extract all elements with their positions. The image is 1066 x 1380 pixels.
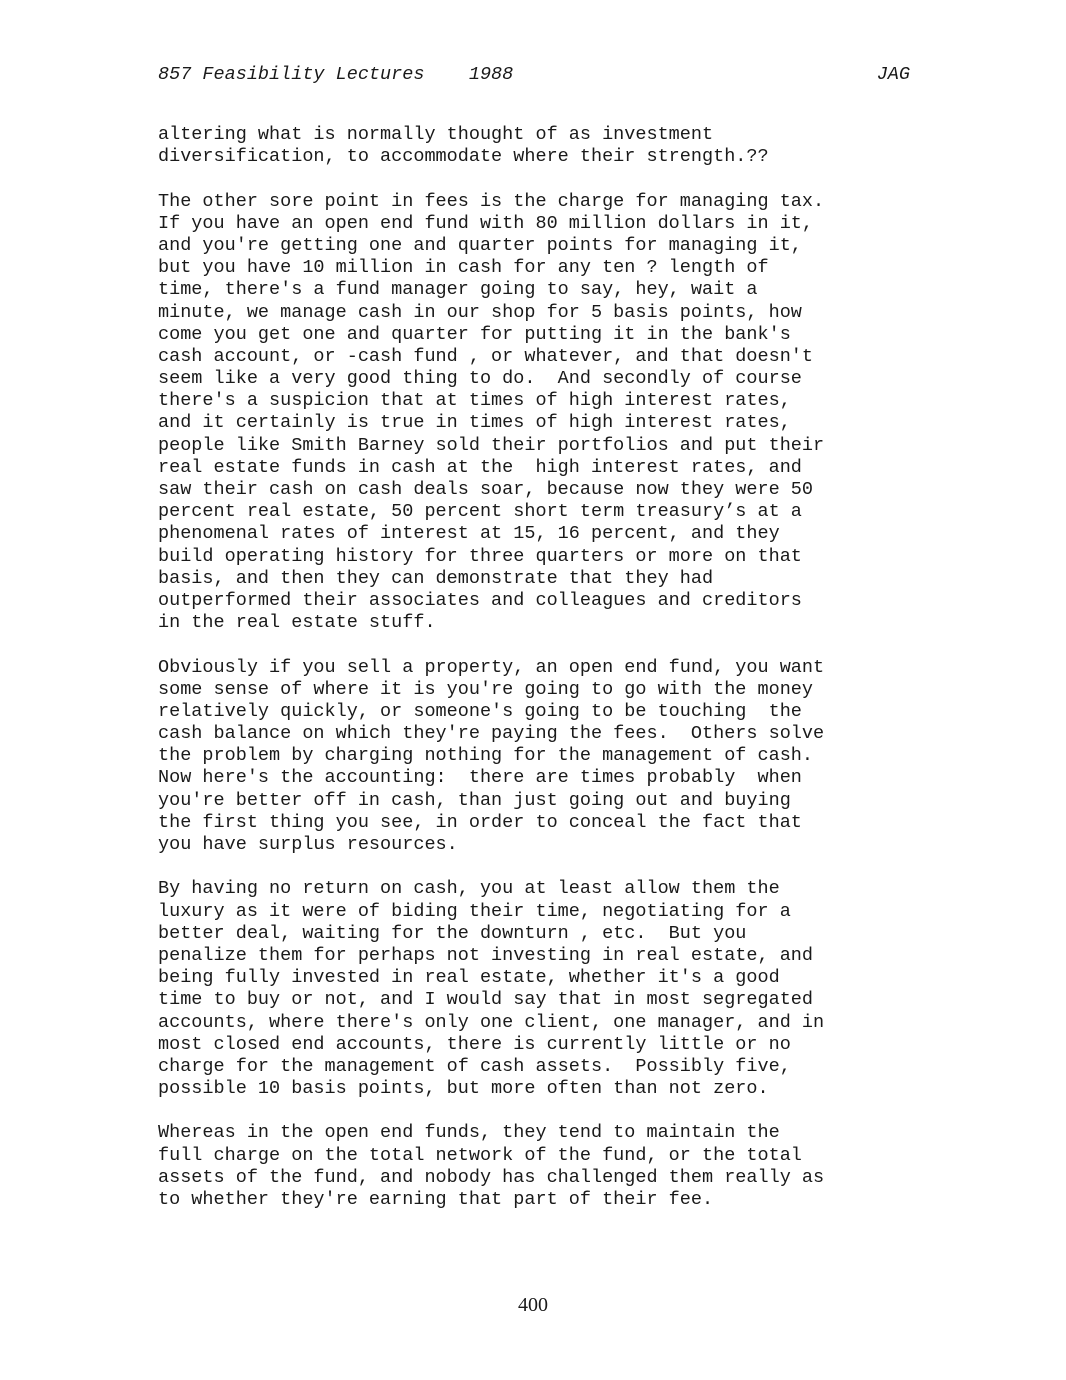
text-line: relatively quickly, or someone's going to be touching the: [158, 700, 802, 722]
text-line: come you get one and quarter for putting it in the bank's: [158, 323, 791, 345]
text-line: people like Smith Barney sold their portfolios and put their: [158, 434, 825, 456]
text-line: being fully invested in real estate, whether it's a good: [158, 967, 780, 989]
text-line: you're better off in cash, than just going out and buying: [158, 789, 791, 811]
page-number: 400: [518, 1294, 548, 1316]
running-header: [158, 62, 910, 88]
text-line: in the real estate stuff.: [158, 612, 436, 634]
text-line: accounts, where there's only one client, one manager, and in: [158, 1011, 825, 1033]
text-line: better deal, waiting for the downturn , etc. But you: [158, 922, 747, 944]
text-line: the problem by charging nothing for the management of cash.: [158, 745, 814, 767]
text-line: minute, we manage cash in our shop for 5 basis points, how: [158, 301, 802, 323]
text-line: outperformed their associates and colleagues and creditors: [158, 589, 802, 611]
text-line: Obviously if you sell a property, an open end fund, you want: [158, 656, 825, 678]
text-line: and you're getting one and quarter points for managing it,: [158, 234, 802, 256]
text-line: cash account, or -cash fund , or whatever, and that doesn't: [158, 345, 814, 367]
text-line: If you have an open end fund with 80 million dollars in it,: [158, 212, 814, 234]
text-line: phenomenal rates of interest at 15, 16 percent, and they: [158, 523, 780, 545]
text-line: altering what is normally thought of as investment: [158, 124, 714, 145]
text-line: charge for the management of cash assets. Possibly five,: [158, 1055, 791, 1077]
text-line: possible 10 basis points, but more often than not zero.: [158, 1078, 769, 1100]
text-line: saw their cash on cash deals soar, because now they were 50: [158, 479, 814, 500]
text-line: build operating history for three quarters or more on that: [158, 545, 802, 567]
paragraph: [158, 878, 918, 1100]
text-line: luxury as it were of biding their time, negotiating for a: [158, 900, 791, 922]
paragraph: [158, 1122, 918, 1211]
text-line: diversification, to accommodate where their strength.??: [158, 146, 769, 168]
text-line: the first thing you see, in order to conceal the fact that: [158, 811, 802, 833]
header-author-initials: JAG: [876, 64, 910, 85]
text-line: The other sore point in fees is the charge for managing tax.: [158, 190, 825, 212]
text-line: most closed end accounts, there is currently little or no: [158, 1033, 791, 1055]
text-line: Now here's the accounting: there are times probably when: [158, 767, 802, 789]
text-line: Whereas in the open end funds, they tend to maintain the: [158, 1122, 780, 1144]
text-line: basis, and then they can demonstrate that they had: [158, 567, 714, 589]
paragraph: [158, 657, 918, 857]
text-line: you have surplus resources.: [158, 834, 458, 855]
text-line: assets of the fund, and nobody has challenged them really as: [158, 1166, 825, 1188]
paragraph: [158, 191, 918, 635]
body-text: [158, 124, 918, 1233]
text-line: there's a suspicion that at times of high interest rates,: [158, 390, 791, 412]
text-line: By having no return on cash, you at least allow them the: [158, 878, 780, 900]
text-line: full charge on the total network of the fund, or the total: [158, 1144, 802, 1166]
text-line: percent real estate, 50 percent short term treasury’s at a: [158, 501, 802, 523]
text-line: penalize them for perhaps not investing in real estate, and: [158, 944, 814, 966]
text-line: seem like a very good thing to do. And secondly of course: [158, 368, 802, 390]
text-line: but you have 10 million in cash for any ten ? length of: [158, 257, 769, 279]
text-line: cash balance on which they're paying the fees. Others solve: [158, 723, 825, 745]
text-line: real estate funds in cash at the high interest rates, and: [158, 456, 802, 478]
text-line: and it certainly is true in times of high interest rates,: [158, 412, 791, 434]
text-line: to whether they're earning that part of their fee.: [158, 1189, 714, 1210]
text-line: some sense of where it is you're going to go with the money: [158, 678, 814, 700]
text-line: time to buy or not, and I would say that in most segregated: [158, 989, 814, 1011]
header-title: 857 Feasibility Lectures 1988: [158, 64, 514, 85]
paragraph: [158, 124, 918, 168]
text-line: time, there's a fund manager going to say, hey, wait a: [158, 279, 758, 301]
